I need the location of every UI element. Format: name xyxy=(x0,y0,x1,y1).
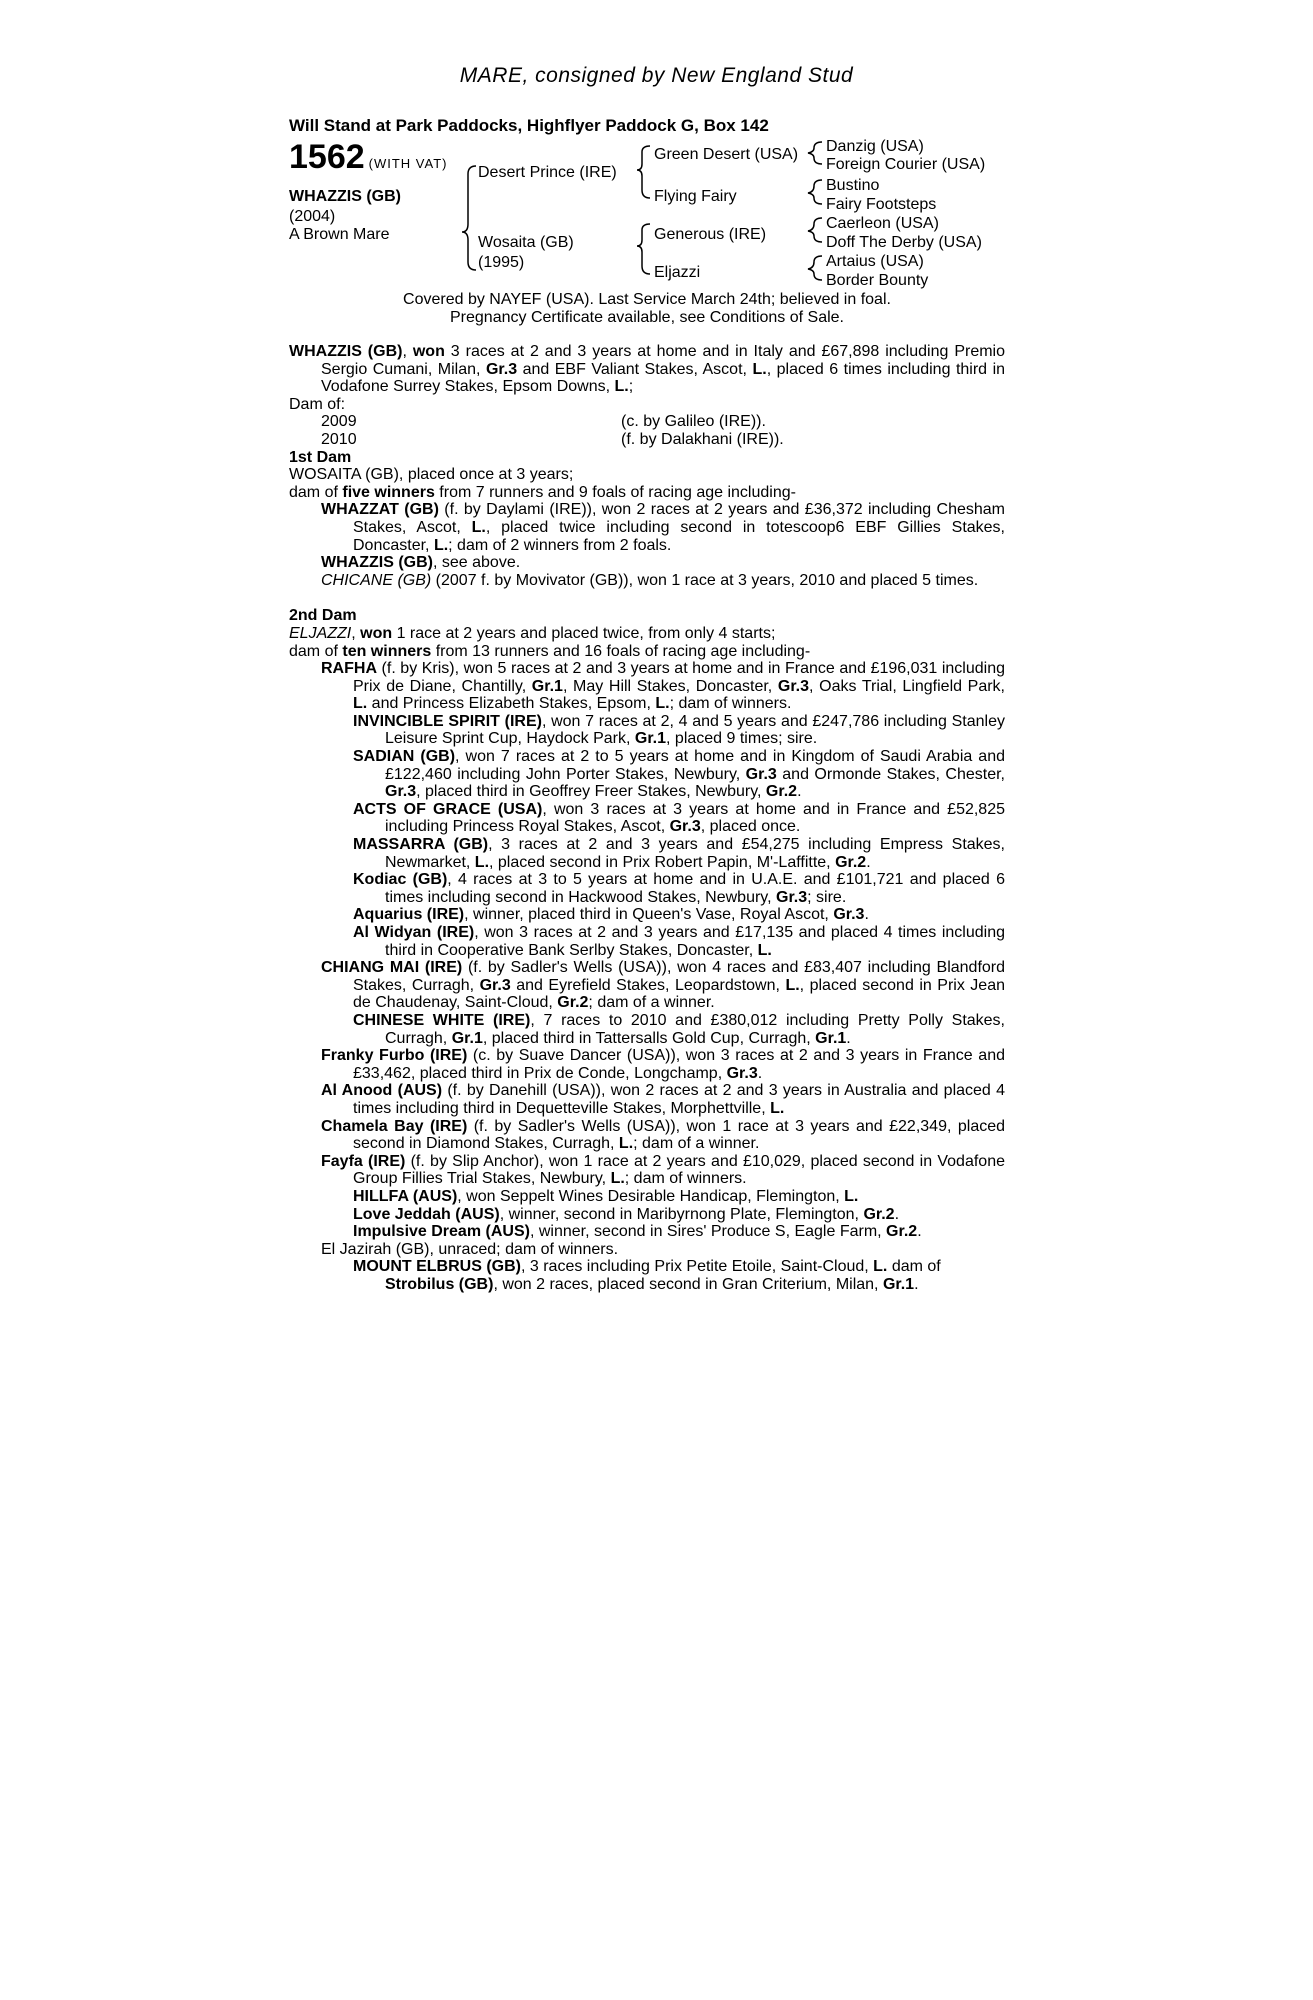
listed-label: L. xyxy=(614,378,629,396)
grade-label: Gr.1 xyxy=(531,677,563,695)
produce-name: CHINESE WHITE (IRE) xyxy=(353,1011,531,1029)
produce-name: WHAZZAT (GB) xyxy=(321,501,439,519)
grade-label: Gr.3 xyxy=(479,976,511,994)
produce-text: . xyxy=(797,783,802,801)
produce-name: Impulsive Dream (AUS) xyxy=(353,1223,530,1241)
grade-label: Gr.3 xyxy=(777,677,810,695)
produce-year: 2009 xyxy=(321,413,357,431)
produce-name: MASSARRA (GB) xyxy=(353,836,489,854)
produce-text: , winner, second in Sires' Produce S, Eagle Farm, xyxy=(529,1223,887,1241)
dam-of-label: Dam of: xyxy=(289,395,346,413)
produce-text: , won 3 races at 3 years at home and in France and £52,825 including Princess Royal Stakes, Ascot, xyxy=(385,800,1006,836)
produce-text: , placed 9 times; sire. xyxy=(666,730,818,748)
second-dam-heading: 2nd Dam xyxy=(289,607,357,625)
produce-entry xyxy=(289,1047,1005,1082)
produce-text: (f. by Slip Anchor), won 1 race at 2 years and £10,029, placed second in Vodafone Group Fillies Trial Stakes, Newbury, xyxy=(353,1152,1005,1188)
produce-text: ; dam of a winner. xyxy=(633,1135,760,1153)
record-text: and EBF Valiant Stakes, Ascot, xyxy=(517,360,753,378)
pedigree-dam: Wosaita (GB) xyxy=(478,234,574,251)
produce-text: , Oaks Trial, Lingfield Park, xyxy=(809,677,1006,695)
second-dam-produce-summary xyxy=(289,643,1005,661)
record-won: won xyxy=(412,343,445,360)
listed-label: L. xyxy=(618,1135,634,1153)
produce-text: , won 7 races at 2, 4 and 5 years and £247,786 including Stanley Leisure Sprint Cup, Haydock Park, xyxy=(385,712,1006,748)
produce-name: WHAZZIS (GB) xyxy=(321,554,433,572)
listed-label: L. xyxy=(471,518,486,536)
produce-text: , won Seppelt Wines Desirable Handicap, Flemington, xyxy=(457,1187,845,1205)
produce-entry xyxy=(289,501,1005,554)
produce-entry xyxy=(289,801,1005,836)
stand-location: Will Stand at Park Paddocks, Highflyer Paddock G, Box 142 xyxy=(289,116,769,135)
race-record: WHAZZIS (GB), won 3 races at 2 and 3 years at home and in Italy and £67,898 including Premio Sergio Cumani, Milan, Gr.3 and EBF Valiant Stakes, Ascot, L., placed 6 times including third in Vodafone Surrey Stakes, Epsom Downs, L.; xyxy=(289,343,1006,396)
grade-label: Gr.2 xyxy=(765,783,798,801)
produce-text: . xyxy=(757,1064,763,1082)
record-text: , placed 6 times including third in Vodafone Surrey Stakes, Epsom Downs, xyxy=(321,360,1006,396)
produce-text: and Princess Elizabeth Stakes, Epsom, xyxy=(367,695,656,713)
pedigree-dam-year: (1995) xyxy=(478,254,525,271)
grade-label: Gr.2 xyxy=(886,1223,918,1241)
listed-label: L. xyxy=(752,360,767,378)
produce-text: ; dam of a winner. xyxy=(588,994,715,1012)
winners-count: ten winners xyxy=(342,642,432,660)
listed-label: L. xyxy=(770,1099,785,1117)
produce-text: , won 3 races at 2 and 3 years and £17,135 and placed 4 times including third in Cooperative Bank Serlby Stakes, Doncaster, xyxy=(385,924,1006,959)
produce-entry xyxy=(289,836,1005,871)
record-text: 1 race at 2 years and placed twice, from only 4 starts; xyxy=(392,624,776,642)
produce-entry xyxy=(289,1188,1005,1206)
produce-text: ; dam of winners. xyxy=(624,1170,747,1188)
grade-label: Gr.2 xyxy=(863,1205,895,1223)
grade-label: Gr.2 xyxy=(557,994,589,1012)
produce-text: . xyxy=(866,853,871,871)
pedigree-g7: Artaius (USA) xyxy=(826,253,924,270)
listed-label: L. xyxy=(353,695,368,713)
produce-entry xyxy=(289,1276,1005,1294)
listed-label: L. xyxy=(785,976,800,994)
pedigree-sire-sire: Green Desert (USA) xyxy=(654,146,799,163)
grade-label: Gr.1 xyxy=(882,1275,915,1293)
produce-text: , May Hill Stakes, Doncaster, xyxy=(562,677,778,695)
summary-text: dam of xyxy=(289,483,343,501)
pedigree-g1: Danzig (USA) xyxy=(826,138,924,155)
pedigree-g2: Foreign Courier (USA) xyxy=(826,156,986,173)
produce-text: . xyxy=(846,1029,851,1047)
produce-row xyxy=(289,431,1005,449)
produce-entry xyxy=(289,906,1005,924)
pedigree-sire-dam: Flying Fairy xyxy=(654,188,737,205)
produce-text: , won 7 races at 2 to 5 years at home and in Kingdom of Saudi Arabia and £122,460 including John Porter Stakes, Newbury, xyxy=(385,748,1005,783)
horse-description: A Brown Mare xyxy=(289,226,390,243)
grade-label: Gr.3 xyxy=(485,360,518,378)
produce-year: 2010 xyxy=(321,430,357,448)
produce-entry xyxy=(289,871,1005,906)
grade-label: Gr.3 xyxy=(726,1064,758,1082)
produce-text: . xyxy=(894,1205,900,1223)
produce-text: ; dam of 2 winners from 2 foals. xyxy=(448,536,672,554)
produce-entry xyxy=(289,1153,1005,1188)
produce-text: (2007 f. by Movivator (GB)), won 1 race at 3 years, 2010 and placed 5 times. xyxy=(431,571,979,589)
produce-text: , placed third in Geoffrey Freer Stakes, Newbury, xyxy=(416,783,766,801)
produce-text: , 4 races at 3 to 5 years at home and in U.A.E. and £101,721 and placed 6 times including second in Hackwood Stakes, Newbury, xyxy=(385,871,1005,906)
produce-text: (f. by Danehill (USA)), won 2 races at 2 and 3 years in Australia and placed 4 times including third in Dequetteville Stakes, Morphettville, xyxy=(353,1082,1005,1117)
produce-text: , 7 races to 2010 and £380,012 including Pretty Polly Stakes, Curragh, xyxy=(385,1011,1006,1047)
listed-label: L. xyxy=(844,1187,859,1205)
grade-label: Gr.2 xyxy=(835,853,867,871)
record-text: ; xyxy=(628,378,634,396)
produce-name: CHICANE (GB) xyxy=(321,571,432,589)
winners-count: five winners xyxy=(342,483,435,501)
grade-label: Gr.3 xyxy=(385,783,417,801)
second-dam-line: ELJAZZI, won 1 race at 2 years and placed twice, from only 4 starts; xyxy=(289,624,776,642)
produce-text: , placed second in Prix Jean de Chaudenay, Saint-Cloud, xyxy=(353,976,1006,1012)
produce-name: HILLFA (AUS) xyxy=(353,1187,458,1205)
race-record-section xyxy=(289,343,1005,1293)
grade-label: Gr.3 xyxy=(833,906,865,924)
pedigree-dam-dam: Eljazzi xyxy=(654,264,701,281)
first-dam-produce-summary xyxy=(289,484,1005,502)
produce-name: Franky Furbo (IRE) xyxy=(321,1047,468,1065)
first-dam-heading: 1st Dam xyxy=(289,448,352,466)
produce-name: INVINCIBLE SPIRIT (IRE) xyxy=(353,712,542,730)
horse-name: WHAZZIS (GB) xyxy=(289,188,401,205)
grade-label: Gr.1 xyxy=(634,730,667,748)
record-text: 3 races at 2 and 3 years at home and in Italy and £67,898 including Premio Sergio Cumani, Milan, xyxy=(321,343,1006,378)
produce-text: , 3 races at 2 and 3 years and £54,275 including Empress Stakes, Newmarket, xyxy=(385,836,1006,871)
produce-entry xyxy=(289,572,1005,590)
produce-name: Fayfa (IRE) xyxy=(321,1152,406,1170)
second-dam-name: ELJAZZI xyxy=(289,624,352,642)
produce-text: , see above. xyxy=(432,554,521,572)
produce-text: , 3 races including Prix Petite Etoile, Saint-Cloud, xyxy=(520,1258,874,1276)
produce-text: ; dam of winners. xyxy=(669,695,792,713)
listed-label: L. xyxy=(873,1258,888,1276)
produce-text: (f. by Sadler's Wells (USA)), won 4 races and £83,407 including Blandford Stakes, Curragh, xyxy=(353,959,1006,994)
produce-name: ACTS OF GRACE (USA) xyxy=(353,800,543,818)
spacer xyxy=(289,589,1005,607)
produce-entry xyxy=(289,924,1005,959)
produce-text: . xyxy=(914,1275,919,1293)
produce-name: SADIAN (GB) xyxy=(353,748,456,766)
produce-text: (c. by Galileo (IRE)). xyxy=(621,413,766,431)
grade-label: Gr.3 xyxy=(745,765,777,783)
produce-text: (f. by Sadler's Wells (USA)), won 1 race at 3 years and £22,349, placed second in Diamond Stakes, Curragh, xyxy=(353,1117,1006,1153)
produce-text: (c. by Suave Dancer (USA)), won 3 races at 2 and 3 years in France and £33,462, placed third in Prix de Conde, Longchamp, xyxy=(353,1047,1005,1082)
produce-text: , placed once. xyxy=(700,818,801,836)
vat-note: (WITH VAT) xyxy=(368,156,448,171)
produce-entry xyxy=(289,959,1005,1012)
produce-text: , won 2 races, placed second in Gran Criterium, Milan, xyxy=(493,1275,883,1293)
produce-name: Love Jeddah (AUS) xyxy=(353,1205,500,1223)
produce-text: dam of xyxy=(887,1258,941,1276)
covered-line-1: Covered by NAYEF (USA). Last Service March 24th; believed in foal. xyxy=(403,291,891,308)
record-won: won xyxy=(360,624,393,642)
produce-text: (f. by Kris), won 5 races at 2 and 3 years at home and in France and £196,031 including Prix de Diane, Chantilly, xyxy=(353,660,1005,695)
grade-label: Gr.1 xyxy=(451,1029,483,1047)
produce-text: , winner, placed third in Queen's Vase, Royal Ascot, xyxy=(464,906,834,924)
pedigree-g8: Border Bounty xyxy=(826,272,929,289)
produce-entry xyxy=(289,1223,1005,1241)
produce-name: Aquarius (IRE) xyxy=(353,906,465,924)
produce-text: , placed twice including second in totescoop6 EBF Gillies Stakes, Doncaster, xyxy=(353,518,1006,554)
produce-text: , placed third in Tattersalls Gold Cup, Curragh, xyxy=(482,1029,816,1047)
produce-name: Al Anood (AUS) xyxy=(321,1082,443,1100)
covered-note xyxy=(289,291,1005,327)
produce-name: MOUNT ELBRUS (GB) xyxy=(353,1258,521,1276)
produce-name: RAFHA xyxy=(321,660,377,678)
summary-text: from 7 runners and 9 foals of racing age including- xyxy=(434,483,796,501)
produce-text: (f. by Dalakhani (IRE)). xyxy=(621,430,784,448)
summary-text: from 13 runners and 16 foals of racing age including- xyxy=(431,642,811,660)
produce-name: CHIANG MAI (IRE) xyxy=(321,959,463,977)
grade-label: Gr.1 xyxy=(815,1029,847,1047)
produce-text: , winner, second in Maribyrnong Plate, Flemington, xyxy=(499,1205,864,1223)
record-horse-name: WHAZZIS (GB) xyxy=(289,343,403,360)
produce-text: , placed second in Prix Robert Papin, M'-Laffitte, xyxy=(489,853,836,871)
produce-entry xyxy=(289,1206,1005,1224)
produce-entry xyxy=(289,660,1005,713)
pedigree-sire: Desert Prince (IRE) xyxy=(478,164,617,181)
produce-text: and Ormonde Stakes, Chester, xyxy=(776,765,1005,783)
summary-text: dam of xyxy=(289,642,343,660)
produce-text: ; sire. xyxy=(807,888,847,906)
covered-line-2: Pregnancy Certificate available, see Conditions of Sale. xyxy=(450,309,844,326)
consignor-line: MARE, consigned by New England Stud xyxy=(459,64,854,87)
produce-name: Strobilus (GB) xyxy=(385,1275,494,1293)
produce-row xyxy=(289,413,1005,431)
pedigree-g5: Caerleon (USA) xyxy=(826,215,939,232)
horse-year: (2004) xyxy=(289,208,336,225)
produce-entry xyxy=(289,554,1005,572)
grade-label: Gr.3 xyxy=(669,818,701,836)
produce-entry: El Jazirah (GB), unraced; dam of winners. xyxy=(321,1240,619,1258)
produce-text: . xyxy=(864,906,869,924)
produce-text: and Eyrefield Stakes, Leopardstown, xyxy=(510,976,786,994)
produce-name: Kodiac (GB) xyxy=(353,871,448,889)
pedigree-g4: Fairy Footsteps xyxy=(826,196,937,213)
produce-entry xyxy=(289,713,1005,748)
listed-label: L. xyxy=(757,941,772,959)
listed-label: L. xyxy=(610,1170,625,1188)
produce-entry xyxy=(289,1258,1005,1276)
pedigree-g6: Doff The Derby (USA) xyxy=(826,234,982,251)
produce-name: Chamela Bay (IRE) xyxy=(321,1117,468,1135)
produce-text: (f. by Daylami (IRE)), won 2 races at 2 years and £36,372 including Chesham Stakes, Ascot, xyxy=(353,501,1006,536)
produce-name: Al Widyan (IRE) xyxy=(353,924,475,941)
listed-label: L. xyxy=(474,853,490,871)
listed-label: L. xyxy=(655,695,670,713)
lot-number: 1562 xyxy=(289,138,365,176)
pedigree-dam-sire: Generous (IRE) xyxy=(654,226,767,243)
produce-entry xyxy=(289,748,1005,801)
produce-text: . xyxy=(917,1223,922,1241)
grade-label: Gr.3 xyxy=(776,888,808,906)
first-dam-line: WOSAITA (GB), placed once at 3 years; xyxy=(289,466,574,484)
produce-entry xyxy=(289,1082,1005,1117)
produce-entry xyxy=(289,1118,1005,1153)
pedigree-g3: Bustino xyxy=(826,177,880,194)
produce-entry xyxy=(289,1012,1005,1047)
listed-label: L. xyxy=(433,536,449,554)
